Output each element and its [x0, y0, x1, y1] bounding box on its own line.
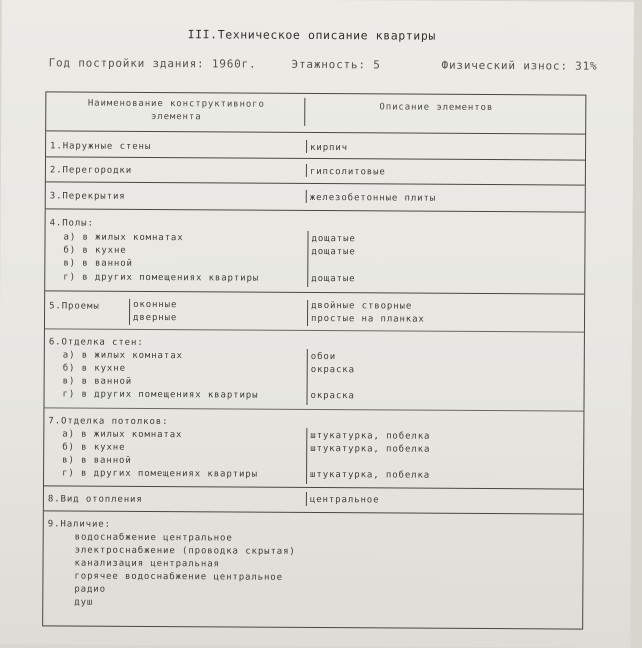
floors-item-bathroom: в) в ванной	[63, 258, 133, 269]
floors-value-living: дощатые	[311, 233, 356, 245]
row-wall-finish-rule	[44, 407, 583, 411]
row-ceilings-label: 3.Перекрытия	[49, 191, 126, 202]
amenity-water: водоснабжение центральное	[74, 532, 233, 544]
ceiling-finish-item-bathroom: в) в ванной	[62, 455, 132, 466]
row-openings-label: 5.Проемы	[49, 301, 100, 312]
wall-finish-item-other: г) в других помещениях квартиры	[62, 389, 259, 401]
row-heating-rule	[44, 510, 583, 514]
construction-year: Год постройки здания: 1960г.	[48, 56, 257, 71]
row-walls-rule	[46, 156, 585, 160]
ceiling-finish-item-living: а) в жилых комнатах	[62, 429, 183, 441]
openings-sub-doors: дверные	[132, 312, 178, 324]
ceiling-finish-value-living: штукатурка, побелка	[310, 430, 431, 442]
row-partitions-value: гипсолитовые	[309, 166, 386, 178]
row-ceiling-finish-rule	[44, 485, 583, 489]
header-description: Описание элементов	[379, 102, 494, 114]
row-wall-finish-label: 6.Отделка стен:	[48, 337, 144, 348]
wall-finish-value-kitchen: окраска	[310, 364, 355, 376]
row-floors-divider	[307, 231, 308, 287]
row-floors-rule	[45, 290, 584, 294]
row-ceilings-divider	[306, 190, 307, 203]
wall-finish-value-other: окраска	[310, 390, 355, 402]
floors-item-other: г) в других помещениях квартиры	[63, 272, 260, 284]
floor-count: Этажность: 5	[291, 57, 381, 72]
row-floors-label: 4.Полы:	[49, 218, 94, 229]
row-ceilings-rule	[46, 208, 585, 212]
ceiling-finish-item-kitchen: б) в кухне	[62, 442, 126, 453]
amenity-radio: радио	[74, 584, 106, 595]
header-divider	[304, 98, 305, 126]
row-openings-rule	[45, 328, 584, 332]
row-ceilings-value: железобетонные плиты	[309, 192, 437, 204]
row-heating-label: 8.Вид отопления	[47, 494, 143, 505]
openings-value-doors: простые на планках	[310, 313, 425, 325]
floors-value-other: дощатые	[311, 273, 356, 285]
ceiling-finish-item-other: г) в других помещениях квартиры	[62, 468, 258, 480]
wall-finish-item-bathroom: в) в ванной	[62, 376, 133, 387]
row-ceiling-finish-divider	[306, 428, 307, 484]
amenity-sewage: канализация центральная	[74, 558, 220, 570]
row-amenities-label: 9.Наличие:	[47, 519, 111, 530]
row-walls-label: 1.Наружные стены	[50, 141, 152, 152]
row-heating-divider	[306, 492, 307, 506]
row-heating-value: центральное	[309, 494, 380, 506]
amenity-electricity: электроснабжение (проводка скрытая)	[74, 545, 296, 557]
wall-finish-item-living: а) в жилых комнатах	[62, 350, 183, 362]
amenity-shower: душ	[74, 597, 94, 608]
row-wall-finish-divider	[306, 349, 307, 405]
openings-sub-windows: оконные	[133, 299, 178, 311]
row-openings-subdivider	[129, 299, 130, 325]
floors-value-kitchen: дощатые	[311, 246, 356, 258]
header-element-name-line2: элемента	[150, 111, 202, 123]
floors-item-kitchen: б) в кухне	[63, 245, 127, 256]
row-walls-value: кирпич	[310, 142, 349, 154]
ceiling-finish-value-other: штукатурка, побелка	[310, 469, 431, 481]
row-walls-divider	[306, 140, 307, 153]
amenity-hot-water: горячее водоснабжение центральное	[74, 571, 283, 583]
row-ceiling-finish-label: 7.Отделка потолков:	[48, 416, 169, 428]
wall-finish-item-kitchen: б) в кухне	[62, 363, 126, 374]
row-partitions-rule	[46, 181, 585, 185]
row-openings-divider	[307, 300, 308, 326]
row-partitions-label: 2.Перегородки	[49, 165, 133, 176]
row-partitions-divider	[306, 164, 307, 177]
header-rule	[46, 130, 585, 134]
openings-value-windows: двойные створные	[311, 300, 413, 312]
document-title: III.Техническое описание квартиры	[187, 27, 436, 43]
physical-wear: Физический износ: 31%	[441, 58, 598, 73]
header-element-name-line1: Наименование конструктивного	[87, 98, 265, 110]
wall-finish-value-living: обои	[310, 351, 337, 363]
description-table	[42, 91, 586, 629]
ceiling-finish-value-kitchen: штукатурка, побелка	[310, 443, 431, 455]
floors-item-living: а) в жилых комнатах	[63, 232, 184, 244]
